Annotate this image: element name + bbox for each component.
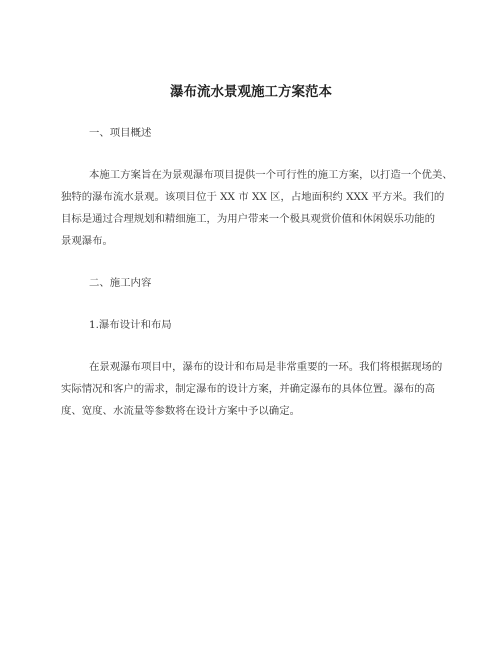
- section-2-paragraph-line: 实际情况和客户的需求，制定瀑布的设计方案，并确定瀑布的具体位置。瀑布的高: [61, 383, 436, 395]
- section-1-paragraph-line: 目标是通过合理规划和精细施工，为用户带来一个极具观赏价值和休闲娱乐功能的: [61, 213, 436, 225]
- section-2-paragraph-line: 度、宽度、水流量等参数将在设计方案中予以确定。: [61, 405, 300, 417]
- section-1-paragraph-line: 景观瀑布。: [61, 235, 113, 247]
- section-2-heading: 二、施工内容: [89, 277, 152, 289]
- document-title: 瀑布流水景观施工方案范本: [170, 84, 332, 100]
- section-2-subheading: 1.瀑布设计和布局: [89, 319, 172, 331]
- section-1-paragraph-line: 本施工方案旨在为景观瀑布项目提供一个可行性的施工方案，以打造一个优美、: [89, 169, 453, 181]
- section-1-heading: 一、项目概述: [89, 127, 152, 139]
- section-2-paragraph-line: 在景观瀑布项目中，瀑布的设计和布局是非常重要的一环。我们将根据现场的: [89, 361, 443, 373]
- section-1-paragraph-line: 独特的瀑布流水景观。该项目位于 XX 市 XX 区，占地面积约 XXX 平方米。我们的: [61, 191, 445, 203]
